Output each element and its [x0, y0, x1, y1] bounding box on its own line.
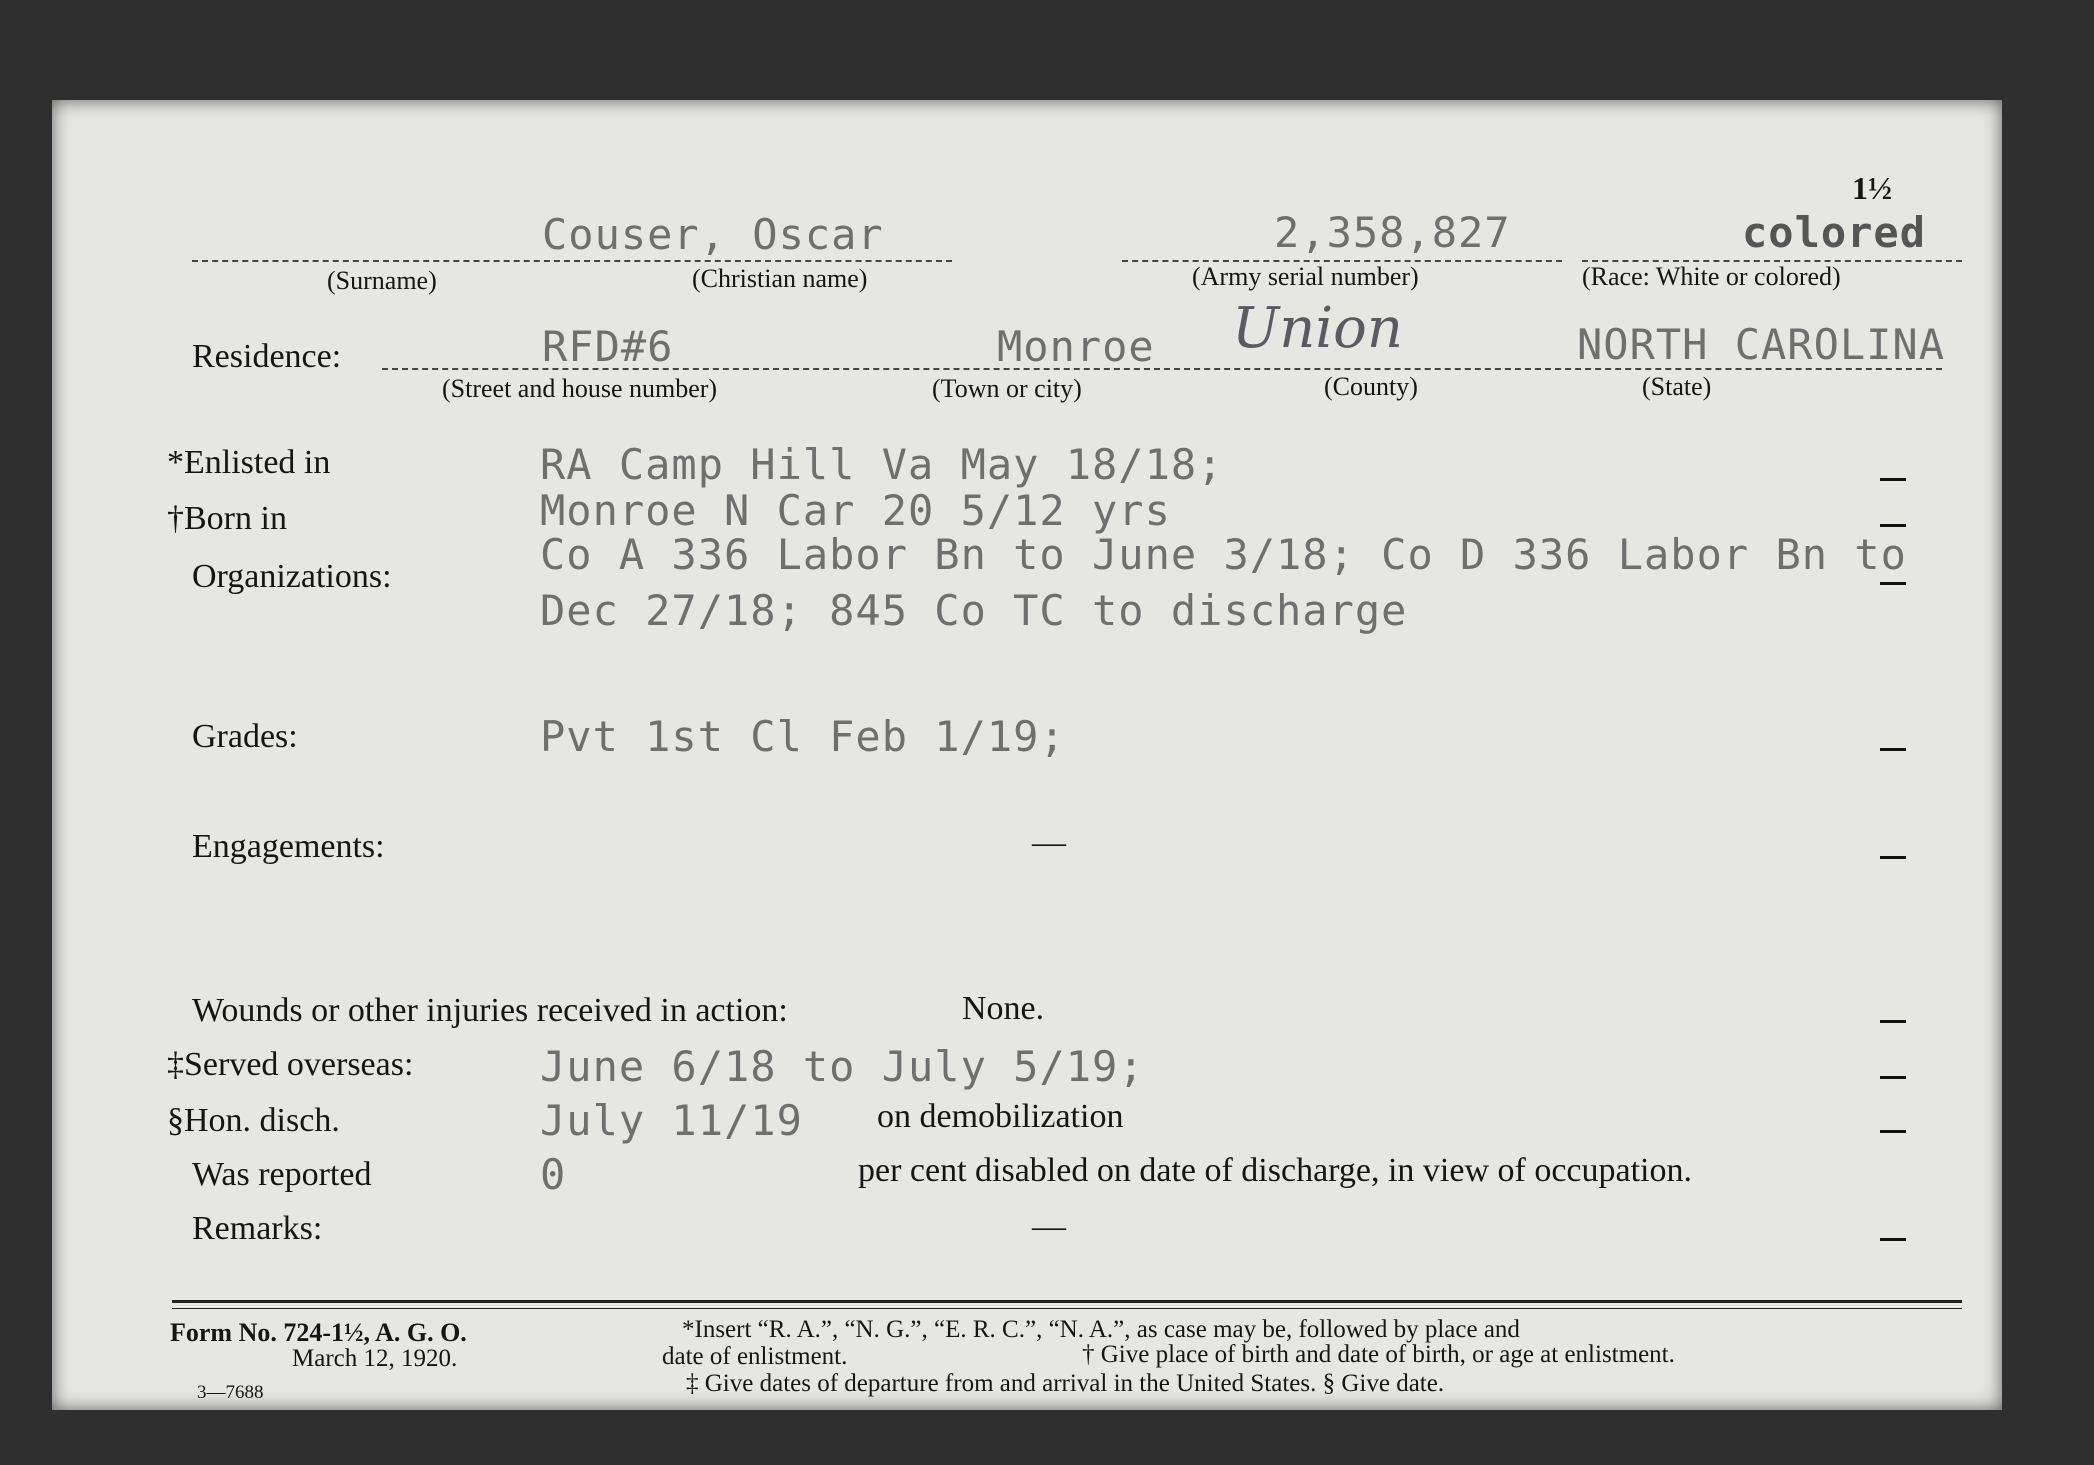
- organizations-label: Organizations:: [192, 558, 392, 595]
- born-label: †Born in: [167, 500, 287, 537]
- corner-number: 1½: [1852, 170, 1892, 206]
- organizations-dash: [1880, 582, 1906, 585]
- town-label: (Town or city): [932, 374, 1082, 403]
- overseas-label: ‡Served overseas:: [167, 1046, 414, 1083]
- grades-dash: [1880, 748, 1906, 751]
- discharge-value: July 11/19: [540, 1096, 803, 1145]
- surname-label: (Surname): [327, 266, 437, 295]
- reported-value: 0: [540, 1150, 567, 1199]
- footnote-line2a: date of enlistment.: [662, 1343, 848, 1370]
- overseas-dash: [1880, 1076, 1906, 1079]
- residence-street: RFD#6: [542, 322, 674, 371]
- form-number: Form No. 724-1½, A. G. O.: [170, 1318, 467, 1347]
- discharge-label: §Hon. disch.: [167, 1102, 340, 1139]
- engagements-dash: [1880, 856, 1906, 859]
- state-label: (State): [1642, 372, 1712, 401]
- footer-rule-top: [172, 1300, 1962, 1303]
- name-line: [192, 260, 952, 262]
- organizations-line1: Co A 336 Labor Bn to June 3/18; Co D 336 Labor Bn to: [540, 530, 1907, 579]
- county-label: (County): [1324, 372, 1418, 401]
- born-value: Monroe N Car 20 5/12 yrs: [540, 486, 1171, 535]
- race-label: (Race: White or colored): [1582, 262, 1841, 291]
- enlisted-value: RA Camp Hill Va May 18/18;: [540, 440, 1224, 489]
- wounds-dash: [1880, 1020, 1906, 1023]
- christian-name-label: (Christian name): [692, 264, 868, 293]
- footer-rule-bottom: [172, 1308, 1962, 1309]
- serial-value: 2,358,827: [1274, 208, 1511, 257]
- footnote-line3: ‡ Give dates of departure from and arrival in the United States. § Give date.: [686, 1370, 1445, 1397]
- engagements-value: —: [1032, 824, 1066, 861]
- overseas-value: June 6/18 to July 5/19;: [540, 1042, 1145, 1091]
- grades-label: Grades:: [192, 718, 298, 755]
- born-dash: [1880, 524, 1906, 527]
- discharge-dash: [1880, 1130, 1906, 1133]
- grades-value: Pvt 1st Cl Feb 1/19;: [540, 712, 1066, 761]
- footnote-line1: *Insert “R. A.”, “N. G.”, “E. R. C.”, “N. A.”, as case may be, followed by place and: [682, 1316, 1520, 1343]
- form-date: March 12, 1920.: [292, 1345, 458, 1372]
- reported-label: Was reported: [192, 1156, 372, 1193]
- wounds-label: Wounds or other injuries received in action:: [192, 992, 788, 1029]
- service-record-card: [52, 100, 2002, 1410]
- residence-state: NORTH CAROLINA: [1577, 320, 1946, 369]
- reported-suffix: per cent disabled on date of discharge, in view of occupation.: [858, 1152, 1692, 1189]
- wounds-value: None.: [962, 990, 1045, 1027]
- serial-label: (Army serial number): [1192, 262, 1419, 291]
- race-value: colored: [1742, 208, 1927, 257]
- organizations-line2: Dec 27/18; 845 Co TC to discharge: [540, 586, 1408, 635]
- remarks-label: Remarks:: [192, 1210, 323, 1247]
- remarks-dash: [1880, 1238, 1906, 1241]
- residence-county: Union: [1232, 296, 1403, 361]
- discharge-suffix: on demobilization: [877, 1098, 1124, 1135]
- residence-label: Residence:: [192, 338, 342, 375]
- residence-town: Monroe: [997, 322, 1155, 371]
- footnote-line2b: † Give place of birth and date of birth, or age at enlistment.: [1082, 1341, 1675, 1368]
- enlisted-dash: [1880, 478, 1906, 481]
- remarks-value: —: [1032, 1208, 1066, 1245]
- name-value: Couser, Oscar: [542, 210, 884, 259]
- street-label: (Street and house number): [442, 374, 718, 403]
- enlisted-label: *Enlisted in: [167, 444, 331, 481]
- form-code: 3—7688: [197, 1382, 264, 1403]
- engagements-label: Engagements:: [192, 828, 385, 865]
